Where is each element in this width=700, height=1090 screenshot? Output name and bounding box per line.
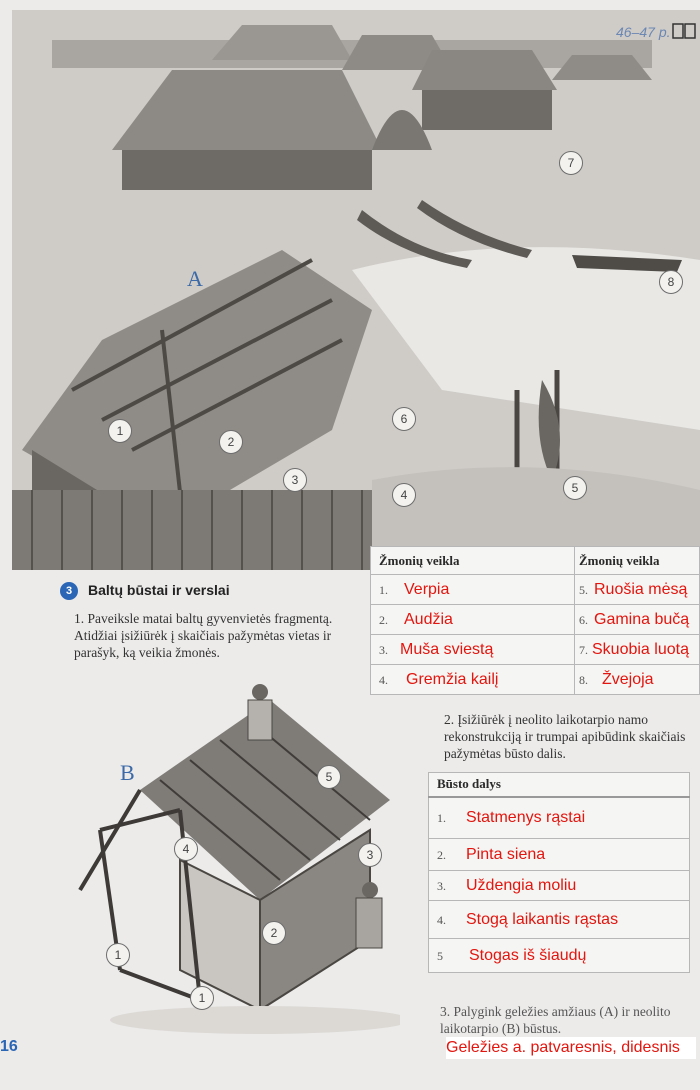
marker-b-4: 4 xyxy=(174,837,198,861)
activity-number: 2. xyxy=(379,612,388,627)
house-part-number: 3. xyxy=(437,878,446,893)
page-reference: 46–47 p. xyxy=(616,24,671,40)
house-part-number: 4. xyxy=(437,912,446,927)
house-part-row-1 xyxy=(429,797,690,839)
task-3-text: 3. Palygink geležies amžiaus (A) ir neolito laikotarpio (B) būstus. xyxy=(440,1004,671,1036)
marker-a-1: 1 xyxy=(108,419,132,443)
activity-answer-field[interactable]: Žvejoja xyxy=(602,670,654,688)
activity-row-5 xyxy=(575,575,700,605)
activity-row-3 xyxy=(371,635,575,665)
task-3-answer-field[interactable]: Geležies a. patvaresnis, didesnis xyxy=(446,1037,696,1059)
activity-row-6 xyxy=(575,605,700,635)
marker-a-2: 2 xyxy=(219,430,243,454)
activity-number: 8. xyxy=(579,672,588,687)
activity-row-2 xyxy=(371,605,575,635)
marker-a-4: 4 xyxy=(392,483,416,507)
section-badge: 3 xyxy=(60,582,78,600)
activity-number: 1. xyxy=(379,582,388,597)
activity-number: 6. xyxy=(579,612,588,627)
marker-a-3: 3 xyxy=(283,468,307,492)
marker-b-5: 5 xyxy=(317,765,341,789)
settlement-drawing xyxy=(12,10,700,570)
illustration-letter-a: A xyxy=(187,266,203,291)
task-2-text: 2. Įsižiūrėk į neolito laikotarpio namo rekonstrukciją ir trumpai apibūdink skaičiais pažymėtas būsto dalis. xyxy=(444,712,686,761)
activity-answer-field[interactable]: Skuobia luotą xyxy=(592,640,689,658)
house-part-number: 5 xyxy=(437,948,443,963)
house-part-answer-field[interactable]: Stogas iš šiaudų xyxy=(469,946,587,964)
house-part-answer-field[interactable]: Stogą laikantis rąstas xyxy=(466,910,619,928)
illustration-letter-b: B xyxy=(120,760,135,785)
house-parts-header: Būsto dalys xyxy=(429,773,690,797)
neolithic-house-illustration xyxy=(60,680,400,1040)
activity-row-8 xyxy=(575,665,700,695)
activity-row-7 xyxy=(575,635,700,665)
settlement-illustration xyxy=(12,10,700,570)
activity-answer-field[interactable]: Ruošia mėsą xyxy=(594,580,688,598)
house-parts-table xyxy=(428,772,690,973)
activity-number: 7. xyxy=(579,642,588,657)
activity-number: 5. xyxy=(579,582,588,597)
activity-row-4 xyxy=(371,665,575,695)
book-icon xyxy=(672,22,696,40)
activities-table xyxy=(370,546,700,695)
activities-header-right: Žmonių veikla xyxy=(575,547,700,575)
house-part-row-5 xyxy=(429,939,690,973)
activity-answer-field[interactable]: Audžia xyxy=(404,610,453,628)
activity-answer-field[interactable]: Verpia xyxy=(404,580,450,598)
task-1-text: 1. Paveiksle matai baltų gyvenvietės fragmentą. Atidžiai įsižiūrėk į skaičiais pažymėtas vietas ir parašyk, ką veikia žmonės. xyxy=(74,611,333,660)
house-part-row-3 xyxy=(429,871,690,901)
activity-answer-field[interactable]: Gremžia kailį xyxy=(406,670,499,688)
activity-row-1 xyxy=(371,575,575,605)
house-part-answer-field[interactable]: Statmenys rąstai xyxy=(466,808,586,826)
house-part-answer-field[interactable]: Uždengia moliu xyxy=(466,876,577,894)
marker-a-5: 5 xyxy=(563,476,587,500)
house-part-row-2 xyxy=(429,839,690,871)
marker-b-2: 2 xyxy=(262,921,286,945)
marker-b-1-right: 1 xyxy=(190,986,214,1010)
house-part-number: 1. xyxy=(437,810,446,825)
activity-answer-field[interactable]: Gamina bučą xyxy=(594,610,690,628)
marker-b-3: 3 xyxy=(358,843,382,867)
section-title: Baltų būstai ir verslai xyxy=(88,582,230,598)
activity-answer-field[interactable]: Muša sviestą xyxy=(400,640,494,658)
house-part-row-4 xyxy=(429,901,690,939)
house-part-answer-field[interactable]: Pinta siena xyxy=(466,845,546,863)
marker-b-1-left: 1 xyxy=(106,943,130,967)
marker-a-8: 8 xyxy=(659,270,683,294)
marker-a-7: 7 xyxy=(559,151,583,175)
house-part-number: 2. xyxy=(437,847,446,862)
page-number: 16 xyxy=(0,1038,18,1055)
activity-number: 4. xyxy=(379,672,388,687)
marker-a-6: 6 xyxy=(392,407,416,431)
activity-number: 3. xyxy=(379,642,388,657)
activities-header-left: Žmonių veikla xyxy=(371,547,575,575)
house-drawing xyxy=(60,680,400,1040)
